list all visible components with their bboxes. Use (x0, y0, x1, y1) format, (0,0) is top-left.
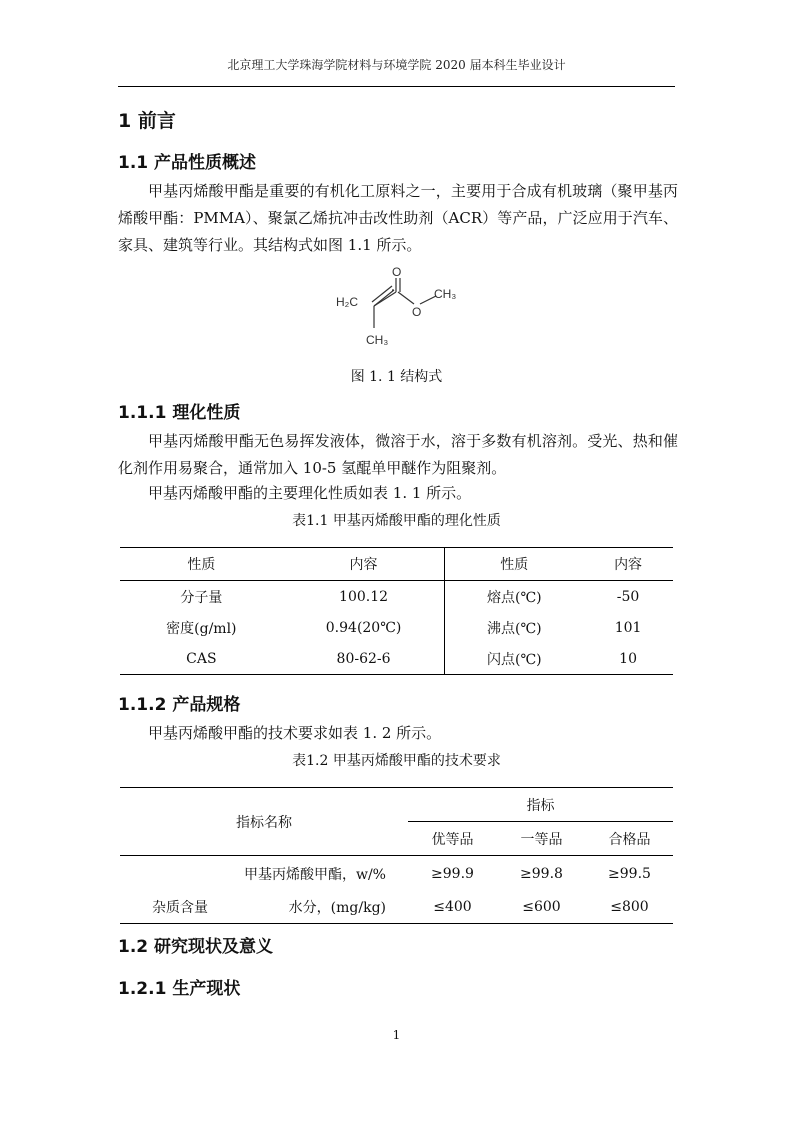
table-row (120, 891, 673, 924)
properties-table (120, 547, 673, 675)
table-cell: 80-62-6 (336, 650, 391, 667)
table-cell: ≥99.8 (520, 865, 563, 882)
table-cell: CAS (186, 650, 217, 667)
table-cell: 100.12 (339, 588, 389, 605)
table-row (120, 643, 673, 675)
table-2-caption: 表1.2 甲基丙烯酸甲酯的技术要求 (292, 753, 501, 769)
table-header-index: 指标 (408, 788, 673, 822)
section-1-1-2-paragraph: 甲基丙烯酸甲酯的技术要求如表 1. 2 所示。 (148, 724, 442, 742)
o-top-label: O (392, 265, 402, 279)
table-header-name: 指标名称 (120, 788, 408, 856)
table-cell: ≥99.5 (608, 865, 651, 882)
table-cell: 甲基丙烯酸甲酯，w/% (243, 866, 386, 883)
section-1-1-heading: 1.1 产品性质概述 (118, 153, 257, 173)
h2c-label: H₂C (336, 295, 358, 309)
table-row (120, 612, 673, 643)
table-cell: 分子量 (180, 589, 223, 606)
table-header-cell: 性质 (187, 557, 216, 573)
figure-caption: 图 1. 1 结构式 (350, 369, 443, 385)
table-cell: 水分，(mg/kg) (288, 900, 386, 916)
section-1-1-1-paragraph: 甲基丙烯酸甲酯无色易挥发液体，微溶于水，溶于多数有机溶剂。受光、热和催化剂作用易聚合，通常加入 10-5 氢醌单甲醚作为阻聚剂。 (118, 432, 678, 477)
table-cell: ≤600 (522, 899, 561, 915)
section-1-1-paragraph: 甲基丙烯酸甲酯是重要的有机化工原料之一，主要用于合成有机玻璃（聚甲基丙烯酸甲酯：PMMA）、聚氯乙烯抗冲击改性助剂（ACR）等产品，广泛应用于汽车、家具、建筑等行业。其结构式如图 1.1 所示。 (118, 182, 678, 254)
running-header: 北京理工大学珠海学院材料与环境学院 2020 届本科生毕业设计 (227, 58, 566, 72)
table-cell: 101 (614, 619, 642, 636)
table-header-cell: 内容 (349, 557, 378, 573)
section-1-1-1-heading: 1.1.1 理化性质 (118, 403, 241, 423)
structure-figure (330, 262, 464, 354)
o-ester-label: O (412, 305, 422, 319)
table-cell: 闪点(℃) (445, 643, 583, 675)
section-1-1-2-heading: 1.1.2 产品规格 (118, 695, 241, 715)
ch3-bottom-label: CH₃ (366, 333, 389, 347)
section-1-heading: 1 前言 (118, 110, 176, 132)
carbon-bond (374, 292, 396, 306)
table-header-grade: 合格品 (608, 831, 651, 848)
table-header-cell: 性质 (445, 548, 583, 581)
table-header-grade: 一等品 (520, 831, 563, 848)
ester-bond (398, 292, 414, 304)
header-rule (118, 86, 675, 87)
table-cell: ≤400 (433, 899, 472, 915)
table-cell: 10 (619, 650, 637, 667)
table-1-caption: 表1.1 甲基丙烯酸甲酯的理化性质 (292, 513, 501, 529)
table-header-cell: 内容 (614, 557, 643, 573)
table-cell: ≤800 (610, 899, 649, 915)
table-cell: 熔点(℃) (445, 581, 583, 613)
table-cell: -50 (616, 588, 640, 605)
table-header-grade: 优等品 (431, 831, 474, 848)
table-row (120, 856, 673, 892)
table-header-row (120, 548, 673, 581)
ch3-right-label: CH₃ (434, 287, 457, 301)
page-number: 1 (392, 1028, 401, 1042)
table-cell: 0.94(20℃) (325, 619, 402, 636)
table-header-row (120, 788, 673, 822)
spec-table (120, 787, 673, 924)
table-cell: 杂质含量 (152, 900, 208, 916)
table-cell: ≥99.9 (431, 865, 474, 882)
table-row (120, 581, 673, 613)
table-cell: 沸点(℃) (445, 612, 583, 643)
section-1-2-1-heading: 1.2.1 生产现状 (118, 979, 241, 999)
section-1-1-1-paragraph-2: 甲基丙烯酸甲酯的主要理化性质如表 1. 1 所示。 (148, 484, 472, 502)
table-cell: 密度(g/ml) (166, 620, 237, 637)
section-1-2-heading: 1.2 研究现状及意义 (118, 937, 274, 957)
